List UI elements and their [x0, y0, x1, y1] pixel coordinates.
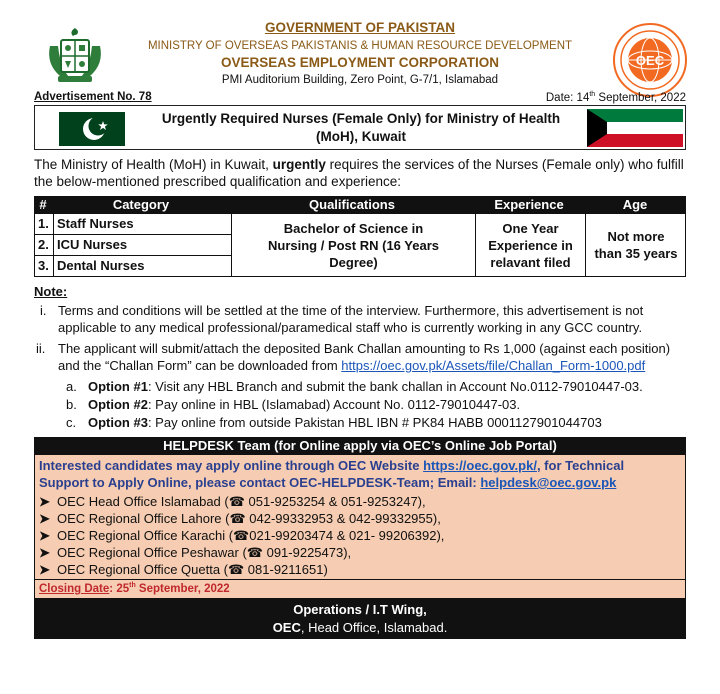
row-1-number: 1. [38, 216, 49, 231]
arrow-right-icon: ➤ [39, 494, 50, 509]
row-1-category: Staff Nurses [57, 216, 134, 231]
closing-date: Closing Date: 25th September, 2022 [39, 582, 230, 595]
helpdesk-email-link[interactable]: helpdesk@oec.gov.pk [480, 475, 617, 490]
row-2-category: ICU Nurses [57, 237, 128, 252]
intro-paragraph: The Ministry of Health (MoH) in Kuwait, urgently requires the services of the Nurses (Female only) who fulfill the below-mentioned prescribed qualification and experience: [34, 157, 684, 189]
th-category: Category [112, 197, 170, 212]
table-header [34, 196, 686, 213]
oec-logo-text: OEC [635, 53, 665, 68]
helpdesk-box [34, 454, 686, 580]
header-address: PMI Auditorium Building, Zero Point, G-7/1, Islamabad [221, 74, 499, 86]
age-cell: Not more than 35 years [594, 229, 678, 261]
title-box [34, 105, 686, 150]
footer: Operations / I.T Wing, OEC, Head Office, Islamabad. [34, 599, 686, 639]
arrow-right-icon: ➤ [39, 511, 50, 526]
header-corporation: OVERSEAS EMPLOYMENT CORPORATION [220, 55, 500, 70]
pakistan-emblem-icon [44, 26, 106, 86]
advertisement-number: Advertisement No. 78 [34, 91, 152, 103]
th-qualifications: Qualifications [309, 197, 395, 212]
challan-form-link[interactable]: https://oec.gov.pk/Assets/file/Challan_Form-1000.pdf [341, 358, 646, 373]
th-number: # [39, 197, 47, 212]
helpdesk-heading: HELPDESK Team (for Online apply via OEC’s Online Job Portal) [34, 437, 686, 454]
kuwait-flag-icon [587, 109, 683, 147]
th-age: Age [622, 197, 648, 212]
header-ministry: MINISTRY OF OVERSEAS PAKISTANIS & HUMAN RESOURCE DEVELOPMENT [147, 40, 573, 52]
arrow-right-icon: ➤ [39, 562, 50, 577]
row-2-number: 2. [38, 237, 49, 252]
row-3-category: Dental Nurses [57, 258, 145, 273]
oec-logo-icon [612, 22, 688, 98]
row-3-number: 3. [38, 258, 49, 273]
th-experience: Experience [494, 197, 564, 212]
arrow-right-icon: ➤ [39, 528, 50, 543]
office-peshawar: ➤ OEC Regional Office Peshawar (☎ 091-9225473), [39, 545, 352, 560]
advertisement-date: Date: 14th September, 2022 [545, 91, 686, 104]
closing-date-box [34, 580, 686, 599]
office-lahore: ➤ OEC Regional Office Lahore (☎ 042-99332953 & 042-99332955), [39, 511, 441, 526]
note-title: Note: [34, 284, 68, 299]
requirements-table [34, 196, 686, 278]
header-government: GOVERNMENT OF PAKISTAN [264, 20, 455, 35]
advertisement-page: GOVERNMENT OF PAKISTAN MINISTRY OF OVERSEAS PAKISTANIS & HUMAN RESOURCE DEVELOPMENT OVERSEAS EMPLOYMENT CORPORATION PMI Auditorium Building, Zero Point, G-7/1, Islamabad OEC Advertisement No. 78 Date: 14th September, 2022 Urgently Required Nurses (Female Only) for Ministry of Health (MoH), Kuwait The Ministry of Health (MoH) in Kuwait, urgently requires the services of the Nurses (Female only) who fulfill the below-mentioned prescribed qualification and experience: # Category Qualifications Experience Age 1. Staff Nurses 2. ICU Nurses 3. Dental Nurses Bachelor of Science in Nursing / Post RN (16 Years Degree) One Year Experience in relavant filed Not more than 35 years Note: i. Terms and conditions will be settled at the time of the interview. Furthermore, this advertisement is not applicable to any medical professional/paramedical staff who is currently working in any GCC country. ii. The applicant will submit/attach the deposited Bank Challan amounting to Rs 1,000 (against each position) and the “Challan Form” can be downloaded from https://oec.gov.pk/Assets/file/Challan_Form-1000.pdf a. Option #1: Visit any HBL Branch and submit the bank challan in Account No.0112-79010447-03. b. Option #2: Pay online in HBL (Islamabad) Account No. 0112-79010447-03. c. Option #3: Pay online from outside Pakistan HBL IBN # PK84 HABB 0001127901044703 HELPDESK Team (for Online apply via OEC’s Online Job Portal) Interested candidates may apply online through OEC Website https://oec.gov.pk/, for Technical Support to Apply Online, please contact OEC-HELPDESK-Team; Email: helpdesk@oec.gov.pk ➤ OEC Head Office Islamabad (☎ 051-9253254 & 051-9253247), ➤ OEC Regional Office Lahore (☎ 042-99332953 & 042-99332955), ➤ OEC Regional Office Karachi (☎021-99203474 & 021- 99206392), ➤ OEC Regional Office Peshawar (☎ 091-9225473), ➤ OEC Regional Office Quetta (☎ 081-9211651) Closing Date: 25th September, 2022 Operations / I.T Wing, OEC, Head Office, Islamabad. [0, 0, 720, 694]
experience-cell: One Year Experience in relavant filed [488, 221, 573, 270]
office-karachi: ➤ OEC Regional Office Karachi (☎021-99203474 & 021- 99206392), [39, 528, 445, 543]
qualifications-cell: Bachelor of Science in Nursing / Post RN (16 Years Degree) [268, 221, 439, 270]
pakistan-flag-icon [59, 112, 125, 146]
helpdesk-intro: Interested candidates may apply online through OEC Website https://oec.gov.pk/, for Technical Support to Apply Online, please contact OEC-HELPDESK-Team; Email: helpdesk@oec.gov.pk [39, 458, 625, 490]
office-quetta: ➤ OEC Regional Office Quetta (☎ 081-9211651) [39, 562, 328, 577]
office-islamabad: ➤ OEC Head Office Islamabad (☎ 051-9253254 & 051-9253247), [39, 494, 426, 509]
arrow-right-icon: ➤ [39, 545, 50, 560]
table-body [34, 213, 686, 277]
oec-website-link[interactable]: https://oec.gov.pk/ [423, 458, 537, 473]
title-text: Urgently Required Nurses (Female Only) for Ministry of Health (MoH), Kuwait [161, 111, 561, 144]
